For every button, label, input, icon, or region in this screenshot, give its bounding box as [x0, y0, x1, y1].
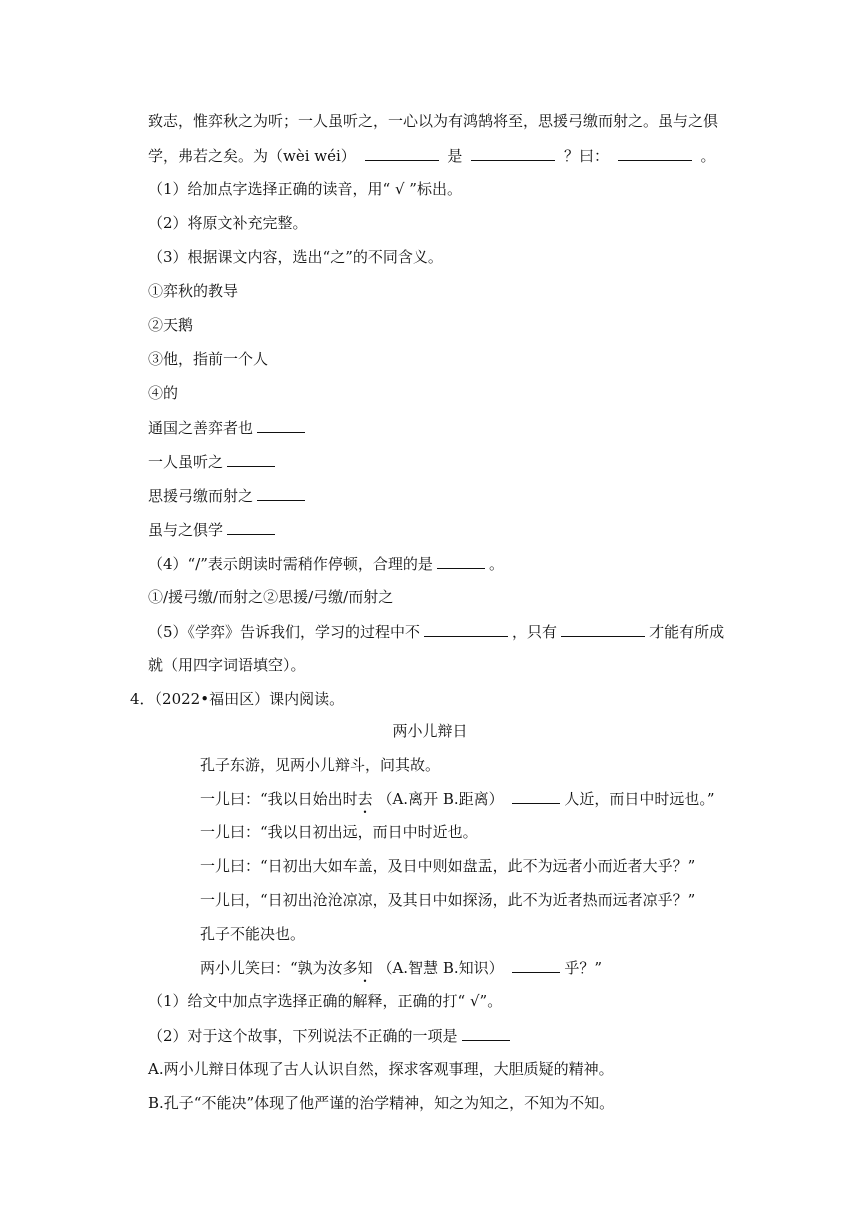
q4-para-2 — [200, 787, 715, 817]
answer-blank[interactable] — [512, 956, 560, 973]
q3-item-1 — [148, 416, 309, 439]
q4-para-5: 一儿曰，“日初出沧沧凉凉，及其日中如探汤，此不为近者热而远者凉乎？” — [200, 891, 696, 909]
dotted-char: 知 — [357, 959, 373, 977]
q4-para-2-text: 一儿曰：“我以日始出时 — [200, 790, 358, 808]
passage-line-2-yue: ？曰： — [563, 147, 609, 165]
q3-option-2: ②天鹅 — [148, 316, 194, 334]
passage-line-2-end: 。 — [700, 147, 716, 165]
q3-sub5 — [148, 620, 724, 643]
answer-blank[interactable] — [561, 620, 645, 637]
answer-blank[interactable] — [618, 144, 692, 161]
q3-item-text: 虽与之俱学 — [148, 521, 224, 539]
q4-option-a: A.两小儿辩日体现了古人认识自然，探求客观事理，大胆质疑的精神。 — [148, 1060, 614, 1078]
passage-line-2-text: 学，弗若之矣。为（wèi wéi） — [148, 147, 356, 165]
q3-item-4 — [148, 518, 279, 541]
answer-blank[interactable] — [471, 144, 555, 161]
answer-blank[interactable] — [512, 787, 560, 804]
answer-blank[interactable] — [365, 144, 439, 161]
passage-line-2-shi: 是 — [447, 147, 463, 165]
q3-sub4-options: ①/援弓缴/而射之②思援/弓缴/而射之 — [148, 588, 394, 606]
q3-sub4-end: 。 — [488, 555, 504, 573]
q3-item-text: 通国之善弈者也 — [148, 419, 254, 437]
q4-para-4: 一儿曰：“日初出大如车盖，及日中则如盘盂，此不为远者小而近者大乎？” — [200, 857, 696, 875]
q4-sub2-text: （2）对于这个故事，下列说法不正确的一项是 — [148, 1027, 458, 1045]
passage-line-1: 致志，惟弈秋之为听；一人虽听之，一心以为有鸿鹄将至，思援弓缴而射之。虽与之俱 — [148, 112, 719, 130]
q4-sub1: （1）给文中加点字选择正确的解释，正确的打“ √”。 — [148, 992, 503, 1010]
answer-blank[interactable] — [257, 484, 305, 501]
q3-option-1: ①弈秋的教导 — [148, 282, 239, 300]
q4-header: 4．（2022•福田区）课内阅读。 — [130, 690, 345, 708]
q4-para-7-text: 两小儿笑曰：“孰为汝多 — [200, 959, 358, 977]
q3-option-3: ③他，指前一个人 — [148, 350, 269, 368]
q3-item-text: 思援弓缴而射之 — [148, 487, 254, 505]
q3-sub3: （3）根据课文内容，选出“之”的不同含义。 — [148, 248, 443, 266]
answer-blank[interactable] — [227, 450, 275, 467]
q3-sub5-tail: 才能有所成 — [649, 623, 725, 641]
q4-para-7-tail: 乎？” — [564, 959, 603, 977]
passage-line-2 — [148, 144, 716, 167]
q4-para-2-choices: （A.离开 B.距离） — [377, 790, 504, 808]
q4-para-7-choices: （A.智慧 B.知识） — [377, 959, 504, 977]
q3-sub5-mid: ，只有 — [512, 623, 558, 641]
q3-sub4-text: （4）“/”表示朗读时需稍作停顿，合理的是 — [148, 555, 433, 573]
q3-sub1: （1）给加点字选择正确的读音，用“ √ ”标出。 — [148, 180, 462, 198]
q3-sub4 — [148, 552, 504, 575]
q4-para-7 — [200, 956, 602, 986]
q4-para-1: 孔子东游，见两小儿辩斗，问其故。 — [200, 756, 441, 774]
q4-option-b: B.孔子“不能决”体现了他严谨的治学精神，知之为知之，不知为不知。 — [148, 1094, 615, 1112]
q3-item-text: 一人虽听之 — [148, 453, 224, 471]
answer-blank[interactable] — [257, 416, 305, 433]
answer-blank[interactable] — [462, 1024, 510, 1041]
answer-blank[interactable] — [424, 620, 508, 637]
q4-para-2-tail: 人近，而日中时远也。” — [564, 790, 715, 808]
q3-sub5-cont: 就（用四字词语填空）。 — [148, 656, 306, 674]
q4-para-3: 一儿曰：“我以日初出远，而日中时近也。 — [200, 823, 478, 841]
q4-sub2 — [148, 1024, 514, 1047]
dotted-char: 去 — [357, 790, 373, 808]
q4-passage-title: 两小儿辩日 — [392, 722, 468, 740]
q3-item-3 — [148, 484, 309, 507]
answer-blank[interactable] — [227, 518, 275, 535]
q3-item-2 — [148, 450, 279, 473]
q3-option-4: ④的 — [148, 384, 179, 402]
answer-blank[interactable] — [437, 552, 485, 569]
q3-sub2: （2）将原文补充完整。 — [148, 214, 308, 232]
q3-sub5-text: （5）《学弈》告诉我们，学习的过程中不 — [148, 623, 421, 641]
q4-para-6: 孔子不能决也。 — [200, 925, 306, 943]
